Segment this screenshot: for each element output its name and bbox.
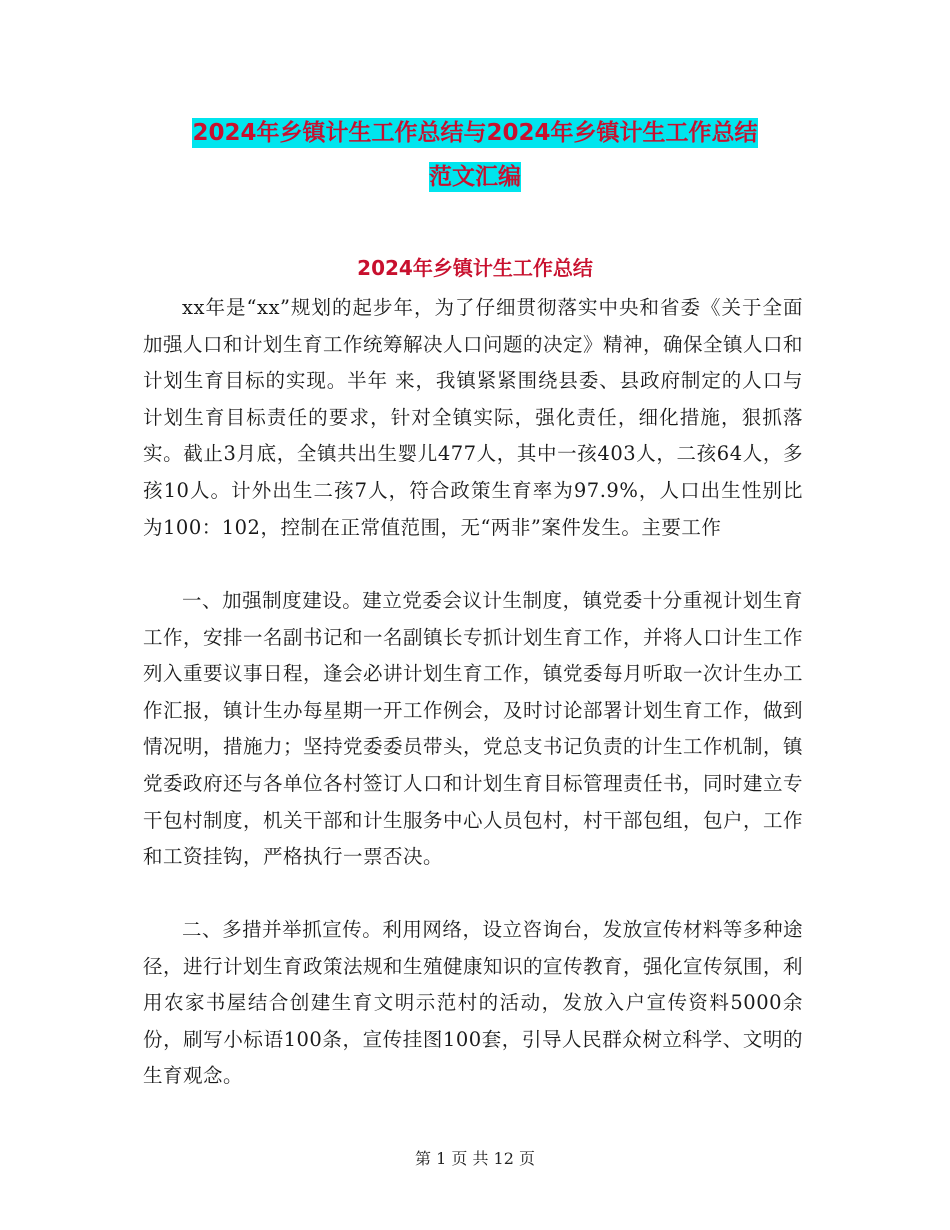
body-paragraph: 二、多措并举抓宣传。利用网络，设立咨询台，发放宣传材料等多种途径，进行计划生育政策法规和生殖健康知识的宣传教育，强化宣传氛围，利用农家书屋结合创建生育文明示范村的活动，发放入户宣传资料5000余份，刷写小标语100条，宣传挂图100套，引导人民群众树立科学、文明的生育观念。 [143,918,804,1088]
title-highlight: 范文汇编 [429,164,521,190]
section-title: 2024年乡镇计生工作总结 [357,256,593,280]
document-title-line-1 [0,114,950,147]
page-footer: 第 1 页 共 12 页 [415,1149,535,1168]
body-paragraph: 一、加强制度建设。建立党委会议计生制度，镇党委十分重视计划生育工作，安排一名副书记和一名副镇长专抓计划生育工作，并将人口计生工作列入重要议事日程，逢会必讲计划生育工作，镇党委每月听取一次计生办工作汇报，镇计生办每星期一开工作例会，及时讨论部署计划生育工作，做到情况明，措施力；坚持党委委员带头，党总支书记负责的计生工作机制，镇党委政府还与各单位各村签订人口和计划生育目标管理责任书，同时建立专干包村制度，机关干部和计生服务中心人员包村，村干部包组，包户，工作和工资挂钩，严格执行一票否决。 [143,589,804,869]
document-title-line-2 [0,158,950,191]
title-highlight: 2024年乡镇计生工作总结与2024年乡镇计生工作总结 [192,120,758,146]
body-paragraph: xx年是“xx”规划的起步年，为了仔细贯彻落实中央和省委《关于全面加强人口和计划生育工作统筹解决人口问题的决定》精神，确保全镇人口和计划生育目标的实现。半年 来，我镇紧紧围绕县委、县政府制定的人口与计划生育目标责任的要求，针对全镇实际，强化责任，细化措施，狠抓落实。截止3月底，全镇共出生婴儿477人，其中一孩403人，二孩64人，多孩10人。计外出生二孩7人，符合政策生育率为97.9%，人口出生性别比为100：102，控制在正常值范围，无“两非”案件发生。主要工作 [143,296,804,539]
